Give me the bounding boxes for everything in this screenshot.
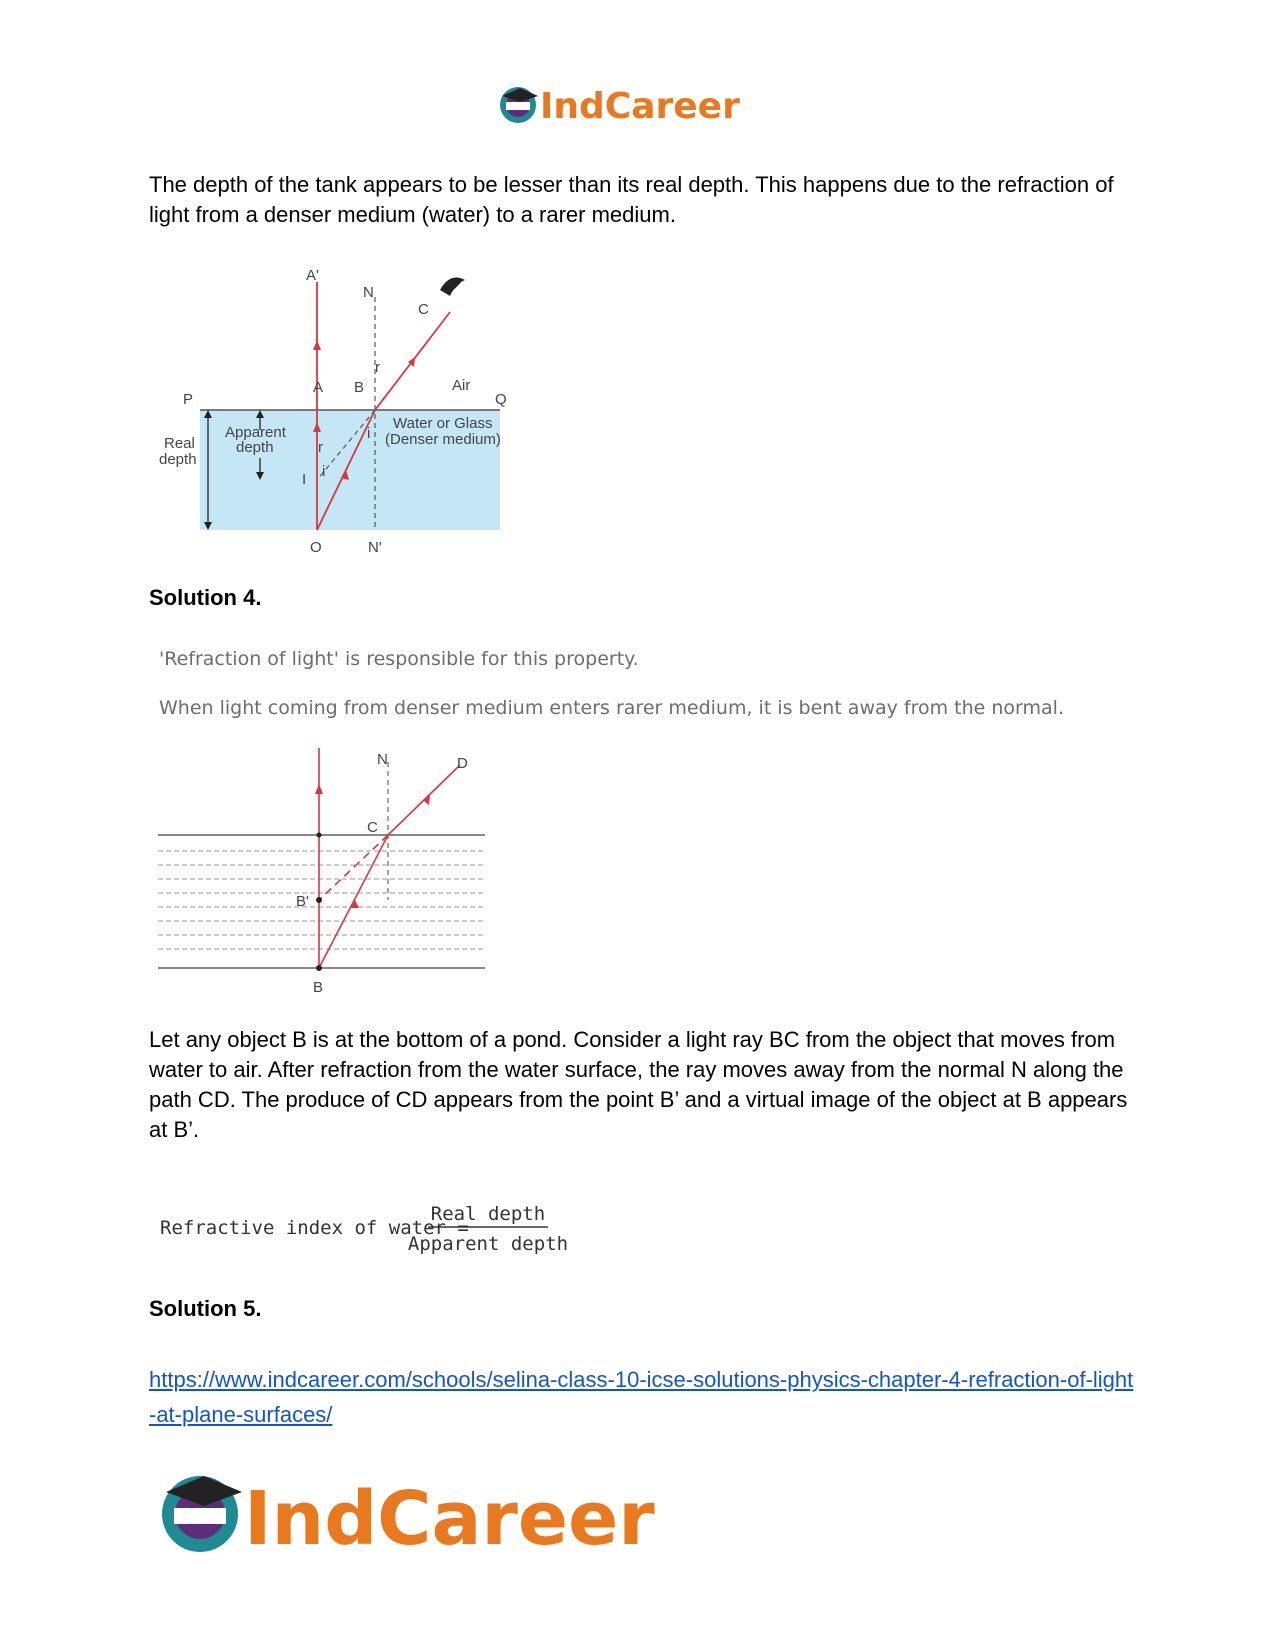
graduation-globe-icon <box>162 1476 242 1552</box>
solution-5-heading: Solution 5. <box>149 1296 262 1321</box>
label-b: B <box>313 979 324 996</box>
label-p: P <box>183 391 194 408</box>
explanation-paragraph: Let any object B is at the bottom of a pond. Consider a light ray BC from the object that moves from water to air. After refraction from the water surface, the ray moves away from the normal N along the path CD. The produce of CD appears from the point B’ and a virtual image of the object at B appears at B’. <box>149 1027 1128 1142</box>
formula-numerator: Real depth <box>430 1203 546 1225</box>
point-b <box>316 965 322 971</box>
label-water-2: (Denser medium) <box>385 431 501 448</box>
label-real-depth-1: Real <box>164 435 195 452</box>
label-i-mid: i <box>367 425 371 442</box>
indcareer-logo-top <box>498 80 778 130</box>
pond-refraction-diagram <box>155 740 495 1000</box>
label-water-1: Water or Glass <box>393 415 493 432</box>
logo-wordmark: IndCareer <box>540 86 740 127</box>
label-apparent-depth-1: Apparent <box>225 424 286 441</box>
label-q: Q <box>495 391 507 408</box>
label-b-prime: B' <box>296 893 309 910</box>
label-c: C <box>367 819 378 836</box>
formula-denominator: Apparent depth <box>407 1233 569 1255</box>
logo-wordmark: IndCareer <box>244 1476 655 1562</box>
solution-4-line-1: 'Refraction of light' is responsible for this property. <box>159 648 639 670</box>
label-i-bottom: i <box>322 463 326 480</box>
indcareer-logo-bottom <box>160 1462 700 1562</box>
formula-lhs: Refractive index of water = <box>160 1217 469 1239</box>
intro-paragraph: The depth of the tank appears to be lesser than its real depth. This happens due to the refraction of light from a denser medium (water) to a rarer medium. <box>149 172 1114 227</box>
label-real-depth-2: depth <box>159 451 197 468</box>
label-r-top: r <box>375 359 380 376</box>
label-air: Air <box>452 377 471 394</box>
label-o: O <box>310 539 322 556</box>
solution-4-line-2: When light coming from denser medium enters rarer medium, it is bent away from the normal. <box>159 697 1065 719</box>
label-a: A <box>313 379 324 396</box>
label-b: B <box>354 379 365 396</box>
label-n: N <box>377 751 388 768</box>
virtual-ray-cb-prime <box>319 835 388 900</box>
label-apparent-depth-2: depth <box>236 439 274 456</box>
label-image-i: I <box>302 471 307 488</box>
label-n-prime: N' <box>368 539 382 556</box>
ray-bc <box>319 835 388 968</box>
eye-icon <box>440 278 465 296</box>
label-d: D <box>457 755 468 772</box>
label-a-prime: A' <box>306 267 319 284</box>
refractive-index-formula <box>160 1195 660 1275</box>
reference-link[interactable]: https://www.indcareer.com/schools/selina-class-10-icse-solutions-physics-chapter-4-refraction-of-light-at-plane-surfaces/ <box>149 1367 1134 1427</box>
label-c: C <box>418 301 429 318</box>
refraction-depth-diagram <box>150 262 540 562</box>
graduation-globe-icon <box>500 87 538 123</box>
label-r-bottom: r <box>318 439 323 456</box>
label-n: N <box>363 284 374 301</box>
point-b-prime <box>316 897 322 903</box>
solution-4-heading: Solution 4. <box>149 585 262 610</box>
